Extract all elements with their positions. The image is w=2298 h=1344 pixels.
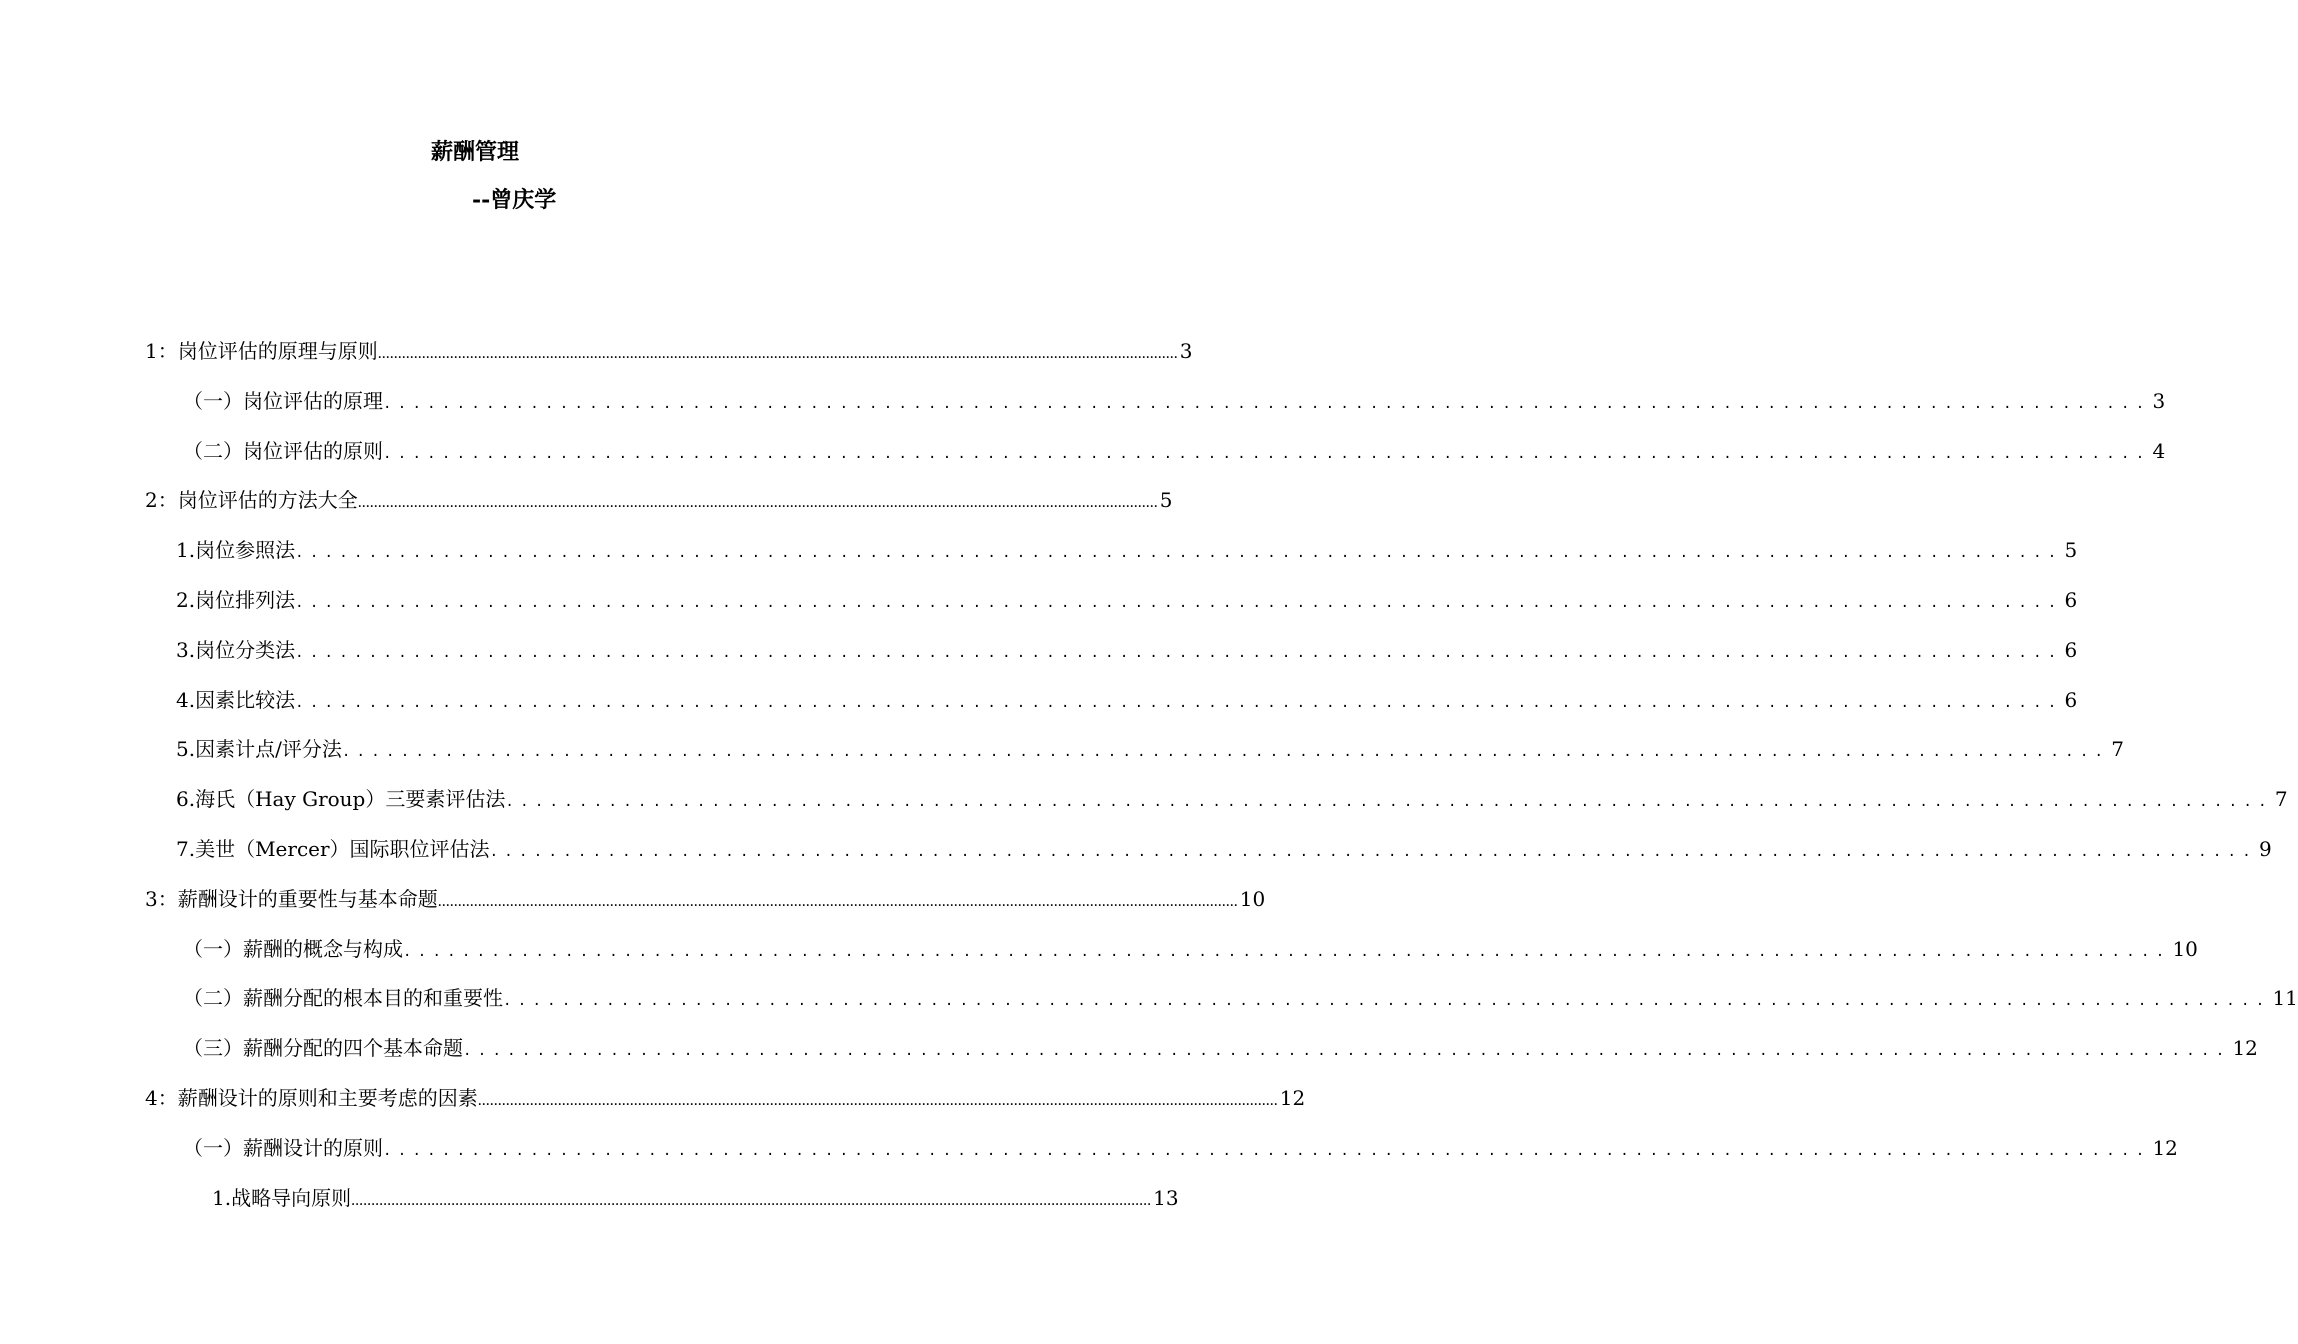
toc-entry[interactable]: [0, 630, 2078, 680]
toc-entry-row: [183, 978, 2298, 1021]
toc-entry-label: 3：薪酬设计的重要性与基本命题: [145, 886, 438, 911]
toc-entry[interactable]: [0, 680, 2078, 730]
toc-entry-label: 2.岗位排列法: [176, 587, 296, 612]
toc-leader-dots: ........................................................................................................................: [383, 445, 2151, 462]
toc-page-number: 10: [2172, 936, 2198, 961]
toc-leader-dots: ........................................................................................................................: [505, 794, 2273, 811]
toc-entry[interactable]: [0, 978, 2298, 1028]
toc-entry-row: [145, 1078, 1306, 1121]
toc-leader-dots: ........................................................................................................................: [503, 993, 2271, 1010]
toc-entry[interactable]: [0, 779, 2288, 829]
toc-page-number: 12: [2232, 1036, 2258, 1061]
toc-entry-row: [145, 331, 1193, 374]
toc-page-number: 12: [1279, 1085, 1306, 1110]
toc-entry[interactable]: [0, 1028, 2258, 1078]
toc-page-number: 3: [1179, 339, 1193, 363]
toc-entry-row: [183, 1128, 2178, 1171]
toc-entry-row: [176, 630, 2078, 673]
toc-entry-label: （一）薪酬的概念与构成: [183, 936, 403, 961]
toc-leader-dots: ........................................................................................................................: [295, 694, 2063, 711]
toc-leader-dots: ........................................................................................................................: [383, 395, 2151, 412]
toc-entry-label: 7.美世（Mercer）国际职位评估法: [176, 836, 490, 861]
toc-leader-dots: ........................................................................................................................: [295, 594, 2063, 611]
toc-page-number: 9: [2259, 836, 2272, 861]
toc-entry[interactable]: [0, 1178, 1179, 1228]
toc-entry[interactable]: [0, 879, 1266, 929]
toc-leader-dots: ........................................................................................................................: [403, 943, 2171, 960]
toc-entry-row: [145, 879, 1266, 922]
toc-entry-label: 2：岗位评估的方法大全: [145, 488, 358, 513]
toc-entry[interactable]: [0, 829, 2272, 879]
toc-leader-dots: ........................................................................................................................................................................................................: [437, 892, 1238, 910]
toc-entry-label: （三）薪酬分配的四个基本命题: [183, 1036, 463, 1061]
toc-entry[interactable]: [0, 1128, 2178, 1178]
toc-leader-dots: ........................................................................................................................: [463, 1043, 2231, 1060]
toc-entry-row: [183, 1028, 2258, 1071]
toc-leader-dots: ........................................................................................................................: [489, 843, 2258, 860]
toc-entry[interactable]: [0, 929, 2198, 979]
toc-leader-dots: ........................................................................................................................................................................................................: [477, 1091, 1278, 1109]
toc-entry-label: 6.海氏（Hay Group）三要素评估法: [176, 787, 506, 812]
toc-page-number: 6: [2064, 587, 2078, 612]
toc-page-number: 7: [2274, 787, 2288, 812]
toc-entry-label: 1：岗位评估的原理与原则: [145, 339, 378, 363]
toc-entry[interactable]: [0, 1078, 1306, 1128]
toc-entry-row: [176, 829, 2272, 872]
toc-entry-label: 3.岗位分类法: [176, 637, 296, 662]
toc-leader-dots: ........................................................................................................................: [295, 545, 2063, 562]
toc-page-number: 3: [2152, 388, 2166, 413]
toc-entry-row: [212, 1178, 1179, 1221]
toc-entry[interactable]: [0, 480, 1173, 530]
toc-page-number: 7: [2111, 737, 2125, 762]
toc-page-number: 13: [1153, 1185, 1179, 1210]
toc-entry[interactable]: [0, 580, 2078, 630]
toc-leader-dots: ........................................................................................................................: [295, 644, 2063, 661]
toc-entry-row: [183, 929, 2198, 972]
toc-leader-dots: ........................................................................................................................: [341, 744, 2110, 761]
toc-leader-dots: ........................................................................................................................................................................................................: [351, 1191, 1152, 1209]
toc-entry-row: [145, 480, 1173, 523]
toc-page-number: 12: [2152, 1135, 2178, 1160]
toc-page-number: 5: [2064, 538, 2078, 563]
toc-entry-row: [176, 729, 2125, 772]
toc-entry[interactable]: [0, 331, 1193, 381]
document-author: --曾庆学: [472, 187, 557, 213]
toc-entry-label: 1.战略导向原则: [212, 1185, 352, 1210]
toc-entry-label: 5.因素计点/评分法: [176, 737, 342, 762]
toc-page-number: 4: [2152, 438, 2166, 463]
toc-entry-label: （二）薪酬分配的根本目的和重要性: [183, 986, 503, 1011]
toc-entry[interactable]: [0, 431, 2166, 481]
toc-entry-row: [176, 530, 2078, 573]
toc-entry-label: 4.因素比较法: [176, 687, 296, 712]
toc-entry-row: [183, 381, 2166, 424]
toc-page-number: 11: [2272, 986, 2298, 1011]
toc-page-number: 10: [1239, 886, 1266, 911]
toc-entry-row: [183, 431, 2166, 474]
toc-leader-dots: ........................................................................................................................: [383, 1142, 2151, 1159]
table-of-contents: [0, 331, 2298, 1227]
toc-page-number: 6: [2064, 687, 2078, 712]
toc-entry-row: [176, 580, 2078, 623]
document-title: 薪酬管理: [430, 139, 519, 165]
toc-entry-label: （一）薪酬设计的原则: [183, 1135, 383, 1160]
toc-leader-dots: ........................................................................................................................................................................................................: [377, 345, 1178, 362]
toc-entry-row: [176, 779, 2288, 822]
toc-entry[interactable]: [0, 729, 2125, 779]
toc-entry-row: [176, 680, 2078, 723]
toc-entry-label: 4：薪酬设计的原则和主要考虑的因素: [145, 1085, 478, 1110]
toc-page-number: 5: [1159, 488, 1173, 513]
toc-entry-label: （二）岗位评估的原则: [183, 438, 383, 463]
toc-entry[interactable]: [0, 530, 2078, 580]
toc-entry-label: （一）岗位评估的原理: [183, 388, 383, 413]
toc-page-number: 6: [2064, 637, 2078, 662]
toc-entry-label: 1.岗位参照法: [176, 538, 296, 563]
toc-leader-dots: ........................................................................................................................................................................................................: [357, 494, 1158, 512]
toc-entry[interactable]: [0, 381, 2166, 431]
